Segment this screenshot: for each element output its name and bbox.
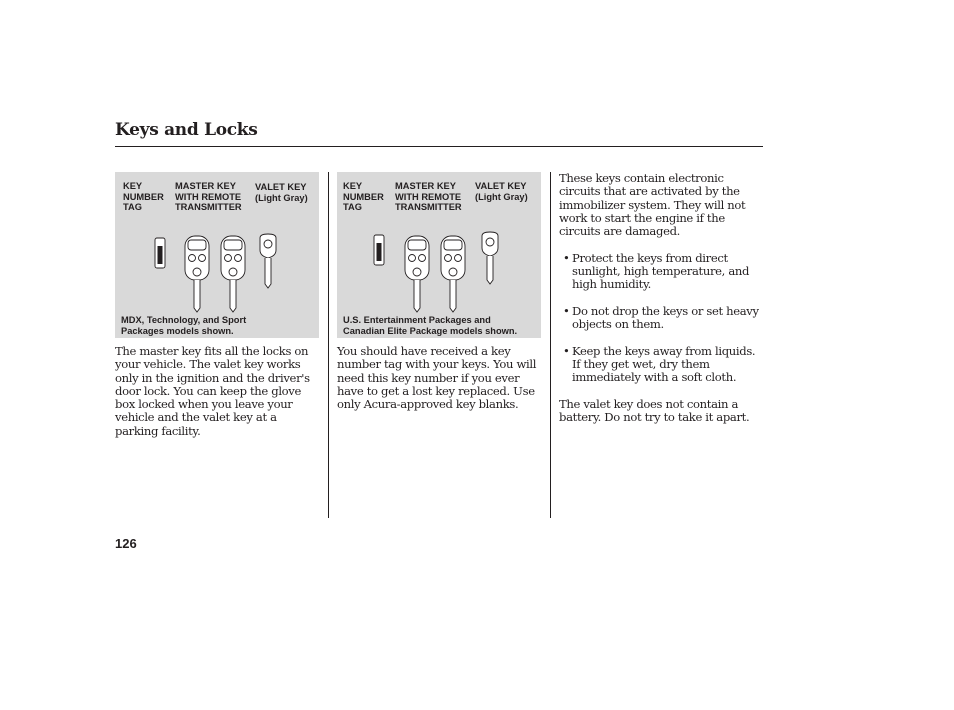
valet-key-icon: [482, 232, 498, 284]
right-column-text: [559, 172, 761, 438]
master-key-label: MASTER KEY WITH REMOTE TRANSMITTER: [175, 181, 242, 212]
column-divider-1: [328, 172, 329, 518]
valet-key-label: VALET KEY (Light Gray): [255, 182, 308, 203]
bullet-item: [559, 345, 761, 385]
bullet-text: Keep the keys away from liquids. If they get wet, dry them immediately with a soft cloth.: [572, 343, 756, 385]
bullet-dot: •: [563, 303, 570, 318]
keys-figure-1: [115, 172, 319, 338]
title-divider: [115, 146, 763, 147]
bullet-dot: •: [563, 343, 570, 358]
key-number-paragraph: You should have received a key number tag with your keys. You will need this key number if you ever have to get a lost key replaced. Use only Acura-approved key blanks.: [337, 344, 537, 412]
keys-illustration: [115, 224, 319, 314]
page-number: 126: [115, 536, 137, 551]
key-number-tag-label: KEY NUMBER TAG: [123, 181, 164, 212]
master-key-icon: [441, 236, 465, 312]
middle-column-text: [337, 345, 543, 425]
master-key-icon: [221, 236, 245, 312]
column-divider-2: [550, 172, 551, 518]
valet-key-paragraph: The valet key does not contain a battery. Do not try to take it apart.: [559, 397, 750, 425]
bullet-dot: •: [563, 250, 570, 265]
left-column-text: [115, 345, 323, 451]
master-key-paragraph: The master key fits all the locks on your vehicle. The valet key works only in the ignition and the driver's door lock. You can keep the glove box locked when you leave your vehicle and the valet key at a parking facility.: [115, 344, 310, 438]
valet-key-icon: [260, 234, 276, 288]
keys-illustration: [337, 224, 541, 314]
page-title: Keys and Locks: [115, 120, 258, 140]
bullet-item: [559, 252, 761, 292]
valet-key-label: VALET KEY (Light Gray): [475, 181, 528, 202]
immobilizer-paragraph: These keys contain electronic circuits that are activated by the immobilizer system. They will not work to start the engine if the circuits are damaged.: [559, 171, 746, 239]
bullet-text: Protect the keys from direct sunlight, high temperature, and high humidity.: [572, 250, 750, 292]
bullet-text: Do not drop the keys or set heavy objects on them.: [572, 303, 759, 332]
figure-caption: MDX, Technology, and Sport Packages models shown.: [121, 315, 247, 336]
master-key-label: MASTER KEY WITH REMOTE TRANSMITTER: [395, 181, 462, 212]
master-key-icon: [185, 236, 209, 312]
master-key-icon: [405, 236, 429, 312]
key-number-tag-label: KEY NUMBER TAG: [343, 181, 384, 212]
bullet-item: [559, 305, 761, 332]
keys-figure-2: [337, 172, 541, 338]
figure-caption: U.S. Entertainment Packages and Canadian Elite Package models shown.: [343, 315, 518, 336]
